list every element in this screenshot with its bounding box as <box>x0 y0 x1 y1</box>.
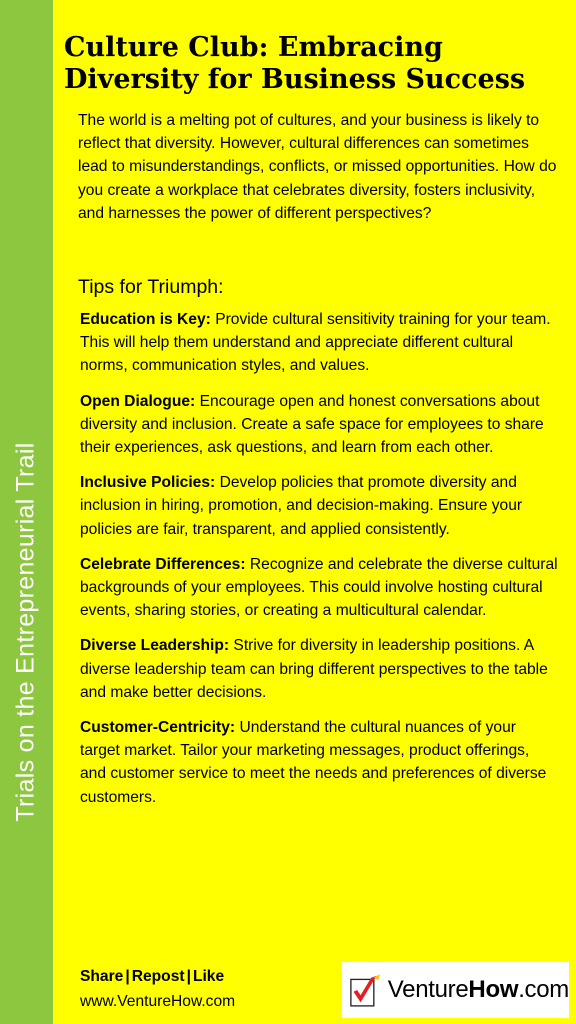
website-link[interactable]: www.VentureHow.com <box>80 993 236 1010</box>
tip-title: Open Dialogue: <box>80 392 196 410</box>
tip-item <box>80 308 558 378</box>
intro-paragraph: The world is a melting pot of cultures, and your business is likely to reflect that diversity. However, cultural differences can sometimes lead to misunderstandings, conflicts, or missed opportunities. How do you create a workplace that celebrates diversity, fosters inclusivity, and harnesses the power of different perspectives? <box>78 112 557 222</box>
separator: | <box>125 968 130 985</box>
tip-title: Customer-Centricity: <box>80 719 236 737</box>
logo-word-how: How <box>468 976 519 1003</box>
tip-text: Strive for diversity in leadership positions. A diverse leadership team can bring different perspectives to the table and make better decisions. <box>80 637 548 701</box>
tip-text: Understand the cultural nuances of your target market. Tailor your marketing messages, product offerings, and customer service to meet the needs and preferences of diverse customers. <box>80 719 547 806</box>
logo-word-com: .com <box>518 976 569 1003</box>
like-link[interactable]: Like <box>192 968 225 985</box>
page-title <box>64 32 564 96</box>
tip-item <box>80 471 558 541</box>
sidebar-band <box>0 0 53 1024</box>
sidebar-vertical-title: Trials on the Entrepreneurial Trail <box>11 442 40 822</box>
tip-item <box>80 634 558 704</box>
tip-item <box>80 390 558 460</box>
tip-title: Celebrate Differences: <box>80 555 246 573</box>
tip-text: Encourage open and honest conversations about diversity and inclusion. Create a safe space for employees to share their experiences, ask questions, and learn from each other. <box>80 392 544 457</box>
tip-item <box>80 553 558 623</box>
share-actions <box>80 966 224 988</box>
logo-checkmark-icon <box>350 970 382 1010</box>
tip-item <box>80 716 558 809</box>
tips-heading: Tips for Triumph: <box>78 276 224 298</box>
tip-title: Inclusive Policies: <box>80 474 216 492</box>
page-title-line-2: Diversity for Business Success <box>64 64 526 95</box>
tip-text: Provide cultural sensitivity training for your team. This will help them understand and appreciate different cultural norms, communication styles, and values. <box>80 311 551 375</box>
tip-text: Recognize and celebrate the diverse cultural backgrounds of your employees. This could involve hosting cultural events, sharing stories, or creating a multicultural calendar. <box>80 555 558 620</box>
repost-link[interactable]: Repost <box>131 968 185 985</box>
separator: | <box>186 968 191 985</box>
tip-text: Develop policies that promote diversity and inclusion in hiring, promotion, and decision-making. Ensure your policies are fair, transparent, and applied consistently. <box>80 474 523 538</box>
venturehow-logo <box>342 962 569 1018</box>
page-title-line-1: Culture Club: Embracing <box>64 32 443 63</box>
share-link[interactable]: Share <box>80 968 124 985</box>
tip-title: Diverse Leadership: <box>80 637 230 655</box>
logo-wordmark <box>388 976 569 1004</box>
tips-list <box>80 308 558 821</box>
logo-word-venture: Venture <box>387 976 469 1003</box>
tip-title: Education is Key: <box>80 311 211 328</box>
